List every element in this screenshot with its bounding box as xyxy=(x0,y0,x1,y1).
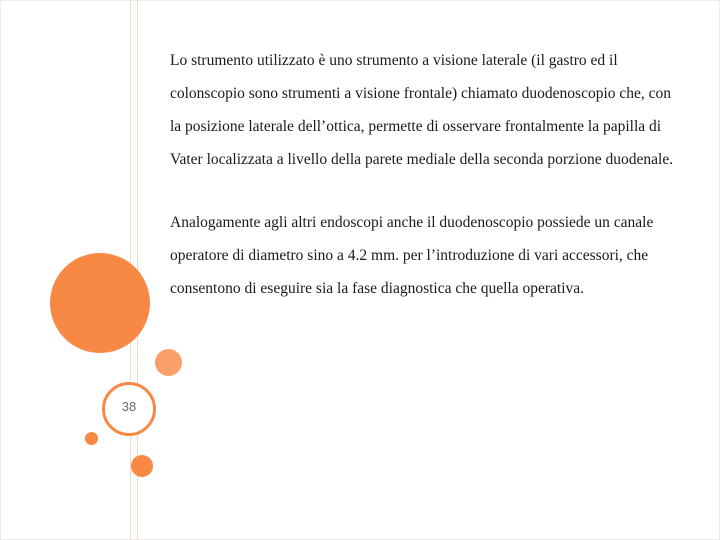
decorative-circle-bottom xyxy=(131,455,153,477)
page-number: 38 xyxy=(121,399,137,414)
slide-body xyxy=(170,44,685,335)
decorative-circle-large xyxy=(50,253,150,353)
decorative-circle-medium xyxy=(155,349,182,376)
paragraph-1: Lo strumento utilizzato è uno strumento a visione laterale (il gastro ed il colonscopio sono strumenti a visione frontale) chiamato duodenoscopio che, con la posizione laterale dell’ottica, permette di osservare frontalmente la papilla di Vater localizzata a livello della parete mediale della seconda porzione duodenale. xyxy=(170,52,674,168)
decorative-circle-small xyxy=(85,432,98,445)
paragraph-2: Analogamente agli altri endoscopi anche il duodenoscopio possiede un canale operatore di diametro sino a 4.2 mm. per l’introduzione di vari accessori, che consentono di eseguire sia la fase diagnostica che quella operativa. xyxy=(170,214,654,297)
